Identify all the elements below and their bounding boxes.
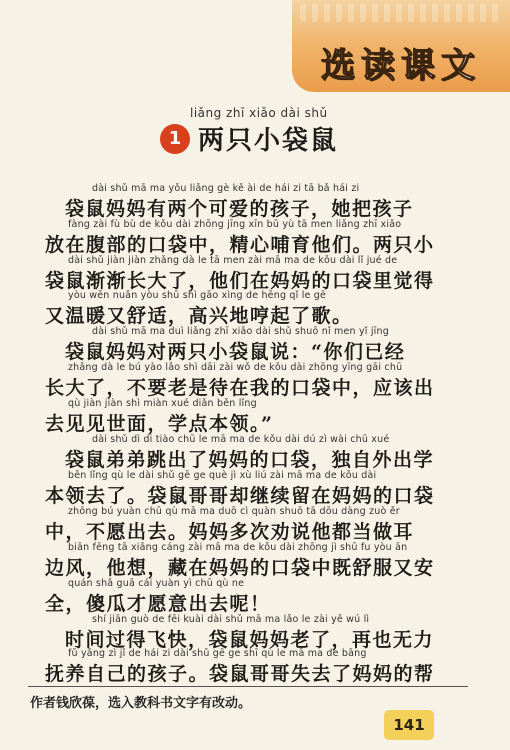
header-decoration xyxy=(300,4,500,22)
pinyin-line: zhǎng dà le bú yào lǎo shì dāi zài wǒ de kǒu dài zhōng yīng gāi chū xyxy=(68,362,403,373)
text-line: 袋鼠妈妈有两个可爱的孩子，她把孩子 xyxy=(65,198,414,220)
lesson-number-badge: 1 xyxy=(160,124,190,154)
pinyin-line: biān fēng tā xiǎng cáng zài mā ma de kǒu dài zhōng jì shū fu yòu ān xyxy=(68,542,408,553)
pinyin-line: qù jiàn jiàn shì miàn xué diǎn běn lǐng xyxy=(68,398,257,409)
text-line: 放在腹部的口袋中，精心哺育他们。两只小 xyxy=(45,234,435,256)
lesson-title: 两只小袋鼠 xyxy=(198,126,339,156)
text-line: 全，傻瓜才愿意出去呢！ xyxy=(45,593,271,615)
pinyin-line: dài shǔ dì di tiào chū le mā ma de kǒu dài dú zì wài chū xué xyxy=(92,434,390,445)
source-note: 作者钱欣葆，选入教科书文字有改动。 xyxy=(30,696,252,711)
pinyin-line: zhōng bú yuàn chū qù mā ma duō cì quàn shuō tā dōu dàng zuò ěr xyxy=(68,506,400,517)
page-number: 141 xyxy=(384,710,434,740)
pinyin-line: běn lǐng qù le dài shǔ gē ge què jì xù liú zài mā ma de kǒu dài xyxy=(68,470,377,481)
text-line: 本领去了。袋鼠哥哥却继续留在妈妈的口袋 xyxy=(45,485,435,507)
text-line: 边风，他想，藏在妈妈的口袋中既舒服又安 xyxy=(45,557,435,579)
text-line: 长大了，不要老是待在我的口袋中，应该出 xyxy=(45,377,435,399)
text-line: 去见见世面，学点本领。” xyxy=(45,413,274,435)
pinyin-line: fàng zài fù bù de kǒu dài zhōng jīng xīn bǔ yù tā men liǎng zhī xiǎo xyxy=(68,219,402,230)
text-line: 袋鼠弟弟跳出了妈妈的口袋，独自外出学 xyxy=(65,449,435,471)
text-line: 抚养自己的孩子。袋鼠哥哥失去了妈妈的帮 xyxy=(45,663,435,685)
text-line: 时间过得飞快，袋鼠妈妈老了，再也无力 xyxy=(65,629,435,651)
footnote-divider xyxy=(28,686,468,687)
pinyin-line: yòu wēn nuǎn yòu shū shì gāo xìng de hēng qǐ le gē xyxy=(68,290,327,301)
pinyin-line: dài shǔ jiàn jiàn zhǎng dà le tā men zài mā ma de kǒu dài lǐ jué de xyxy=(68,255,398,266)
pinyin-line: dài shǔ mā ma duì liǎng zhī xiǎo dài shǔ shuō nǐ men yǐ jīng xyxy=(92,326,389,337)
text-line: 袋鼠渐渐长大了，他们在妈妈的口袋里觉得 xyxy=(45,270,435,292)
pinyin-line: shí jiān guò de fēi kuài dài shǔ mā ma lǎo le zài yě wú lì xyxy=(92,614,370,625)
pinyin-line: dài shǔ mā ma yǒu liǎng gè kě ài de hái zi tā bǎ hái zi xyxy=(92,183,360,194)
text-line: 中，不愿出去。妈妈多次劝说他都当做耳 xyxy=(45,521,415,543)
pinyin-line: fǔ yǎng zì jǐ de hái zi dài shǔ gē ge shī qù le mā ma de bāng xyxy=(68,648,367,659)
text-line: 袋鼠妈妈对两只小袋鼠说：“你们已经 xyxy=(65,341,406,363)
section-title: 选读课文 xyxy=(321,46,481,86)
text-line: 又温暖又舒适，高兴地哼起了歌。 xyxy=(45,305,353,327)
lesson-title-pinyin: liǎng zhī xiǎo dài shǔ xyxy=(190,106,328,120)
pinyin-line: quán shǎ guā cái yuàn yì chū qù ne xyxy=(68,578,245,589)
